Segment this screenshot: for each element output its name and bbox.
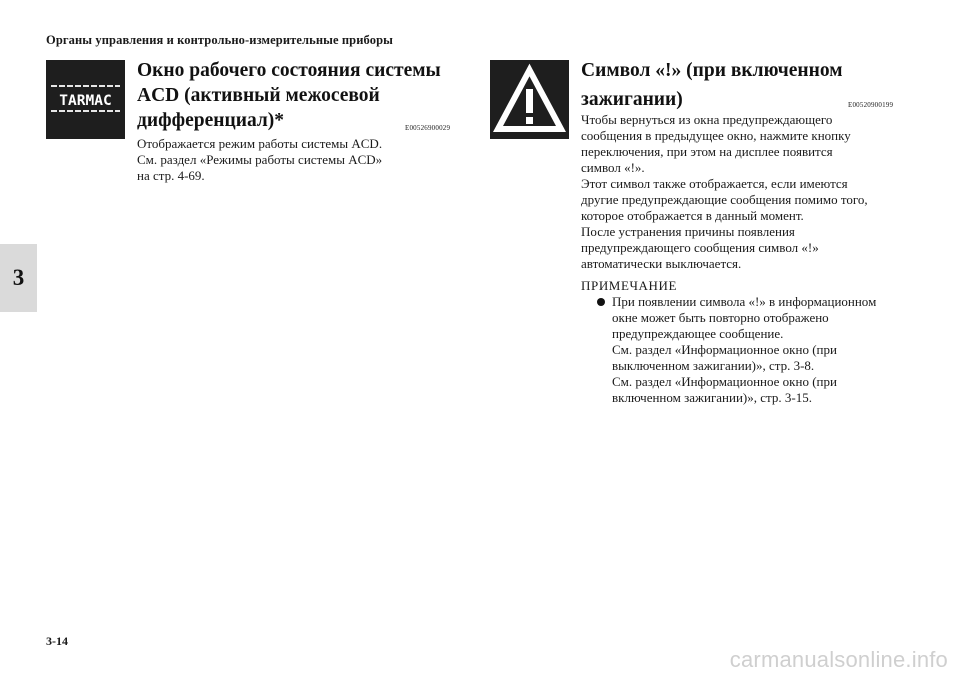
right-section-code: E00520900199 (848, 101, 894, 109)
chapter-tab (0, 244, 37, 312)
note-title: ПРИМЕЧАНИЕ (581, 278, 678, 293)
right-section-heading: Символ «!» (при включенном зажигании) (581, 60, 843, 110)
left-section-code: E00526900029 (405, 124, 451, 132)
running-header: Органы управления и контрольно-измерительные приборы (46, 33, 393, 47)
note-body: При появлении символа «!» в информационном окне может быть повторно отображено предупреждающее сообщение. См. раздел «Информационное окно (при выключенном зажигании)», стр. 3-8. См. раздел «Информационное окно (при включенном зажигании)», стр. 3-15. (612, 294, 877, 405)
bullet-dot (597, 298, 605, 306)
right-section-body: Чтобы вернуться из окна предупреждающего сообщения в предыдущее окно, нажмите кнопку переключения, при этом на дисплее появится символ «!». Этот символ также отображается, если имеются другие предупреждающие сообщения помимо того, которое отображается в данный момент. После устранения причины появления предупреждающего сообщения символ «!» автоматически выключается. (581, 112, 868, 271)
tarmac-display-icon (46, 60, 125, 139)
watermark-text: carmanualsonline.info (729, 647, 948, 672)
left-section-body: Отображается режим работы системы ACD. См. раздел «Режимы работы системы ACD» на стр. 4-69. (137, 136, 383, 183)
warning-triangle-icon (490, 60, 569, 139)
left-section-heading: Окно рабочего состояния системы ACD (активный межосевой дифференциал)* (137, 60, 441, 131)
chapter-number: 3 (12, 265, 25, 290)
tarmac-label: TARMAC (59, 93, 112, 109)
page-number: 3-14 (46, 634, 68, 648)
